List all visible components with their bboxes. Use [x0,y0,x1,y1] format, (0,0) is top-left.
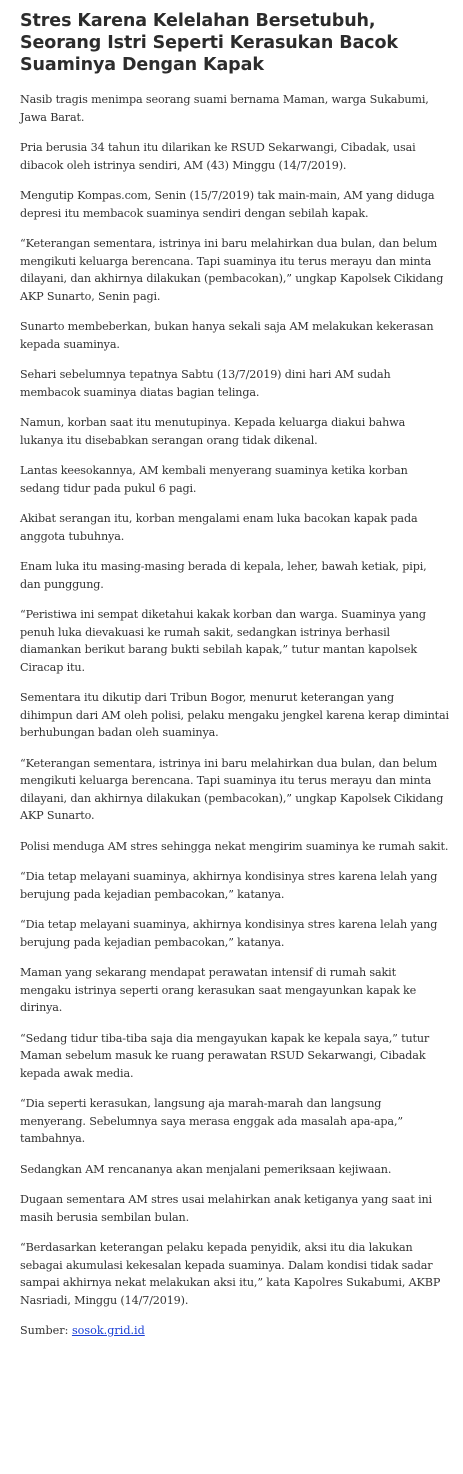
article-paragraph: Mengutip Kompas.com, Senin (15/7/2019) tak main-main, AM yang diduga depresi itu membacok suaminya sendiri dengan sebilah kapak. [20,189,435,220]
article-paragraph: “Peristiwa ini sempat diketahui kakak korban dan warga. Suaminya yang penuh luka dievakuasi ke rumah sakit, sedangkan istrinya berhasil diamankan berikut barang bukti sebilah kapak,” tutur mantan kapolsek Ciracap itu. [20,608,426,674]
article-paragraph: “Dia tetap melayani suaminya, akhirnya kondisinya stres karena lelah yang berujung pada kejadian pembacokan,” katanya. [20,918,438,949]
article-paragraph: Nasib tragis menimpa seorang suami bernama Maman, warga Sukabumi, Jawa Barat. [20,93,429,124]
article-paragraph: “Keterangan sementara, istrinya ini baru melahirkan dua bulan, dan belum mengikuti keluarga berencana. Tapi suaminya itu terus merayu dan minta dilayani, dan akhirnya dilakukan (pembacokan),” ungkap Kapolsek Cikidang AKP Sunarto. [20,756,444,822]
article-paragraph: Sementara itu dikutip dari Tribun Bogor, menurut keterangan yang dihimpun dari AM oleh polisi, pelaku mengaku jengkel karena kerap dimintai berhubungan badan oleh suaminya. [20,691,449,739]
source-link[interactable]: sosok.grid.id [71,1324,145,1337]
article-paragraph: Polisi menduga AM stres sehingga nekat mengirim suaminya ke rumah sakit. [20,839,449,853]
article-paragraph: “Keterangan sementara, istrinya ini baru melahirkan dua bulan, dan belum mengikuti keluarga berencana. Tapi suaminya itu terus merayu dan minta dilayani, dan akhirnya dilakukan (pembacokan),” ungkap Kapolsek Cikidang AKP Sunarto, Senin pagi. [20,237,444,303]
article-title: Stres Karena Kelelahan Bersetubuh, Seorang Istri Seperti Kerasukan Bacok Suaminya Dengan Kapak [20,11,398,75]
article-paragraph: Sehari sebelumnya tepatnya Sabtu (13/7/2019) dini hari AM sudah membacok suaminya diatas bagian telinga. [20,368,391,399]
article-paragraph: “Berdasarkan keterangan pelaku kepada penyidik, aksi itu dia lakukan sebagai akumulasi kekesalan kepada suaminya. Dalam kondisi tidak sadar sampai akhirnya nekat melakukan aksi itu,” kata Kapolres Sukabumi, AKBP Nasriadi, Minggu (14/7/2019). [20,1241,441,1307]
article-paragraph: Sedangkan AM rencananya akan menjalani pemeriksaan kejiwaan. [20,1162,392,1176]
article-paragraph: Maman yang sekarang mendapat perawatan intensif di rumah sakit mengaku istrinya seperti orang kerasukan saat mengayunkan kapak ke dirinya. [20,966,417,1014]
article-paragraph: Akibat serangan itu, korban mengalami enam luka bacokan kapak pada anggota tubuhnya. [20,512,418,543]
article-paragraph: “Dia tetap melayani suaminya, akhirnya kondisinya stres karena lelah yang berujung pada kejadian pembacokan,” katanya. [20,870,438,901]
article-paragraph: Lantas keesokannya, AM kembali menyerang suaminya ketika korban sedang tidur pada pukul 6 pagi. [20,464,408,495]
article-paragraph: Enam luka itu masing-masing berada di kepala, leher, bawah ketiak, pipi, dan punggung. [20,560,427,591]
article-paragraph: Pria berusia 34 tahun itu dilarikan ke RSUD Sekarwangi, Cibadak, usai dibacok oleh istrinya sendiri, AM (43) Minggu (14/7/2019). [20,141,416,172]
article-paragraph: “Sedang tidur tiba-tiba saja dia mengayukan kapak ke kepala saya,” tutur Maman sebelum masuk ke ruang perawatan RSUD Sekarwangi, Cibadak kepada awak media. [20,1031,430,1080]
article-paragraph: “Dia seperti kerasukan, langsung aja marah-marah dan langsung menyerang. Sebelumnya saya merasa enggak ada masalah apa-apa,” tambahnya. [20,1097,403,1145]
article-paragraph: Sunarto membeberkan, bukan hanya sekali saja AM melakukan kekerasan kepada suaminya. [20,320,434,351]
source-label: Sumber: [20,1324,72,1337]
article-paragraph: Dugaan sementara AM stres usai melahirkan anak ketiganya yang saat ini masih berusia sembilan bulan. [20,1193,432,1224]
article-paragraph: Namun, korban saat itu menutupinya. Kepada keluarga diakui bahwa lukanya itu disebabkan serangan orang tidak dikenal. [20,416,406,447]
article-source [20,1322,449,1340]
